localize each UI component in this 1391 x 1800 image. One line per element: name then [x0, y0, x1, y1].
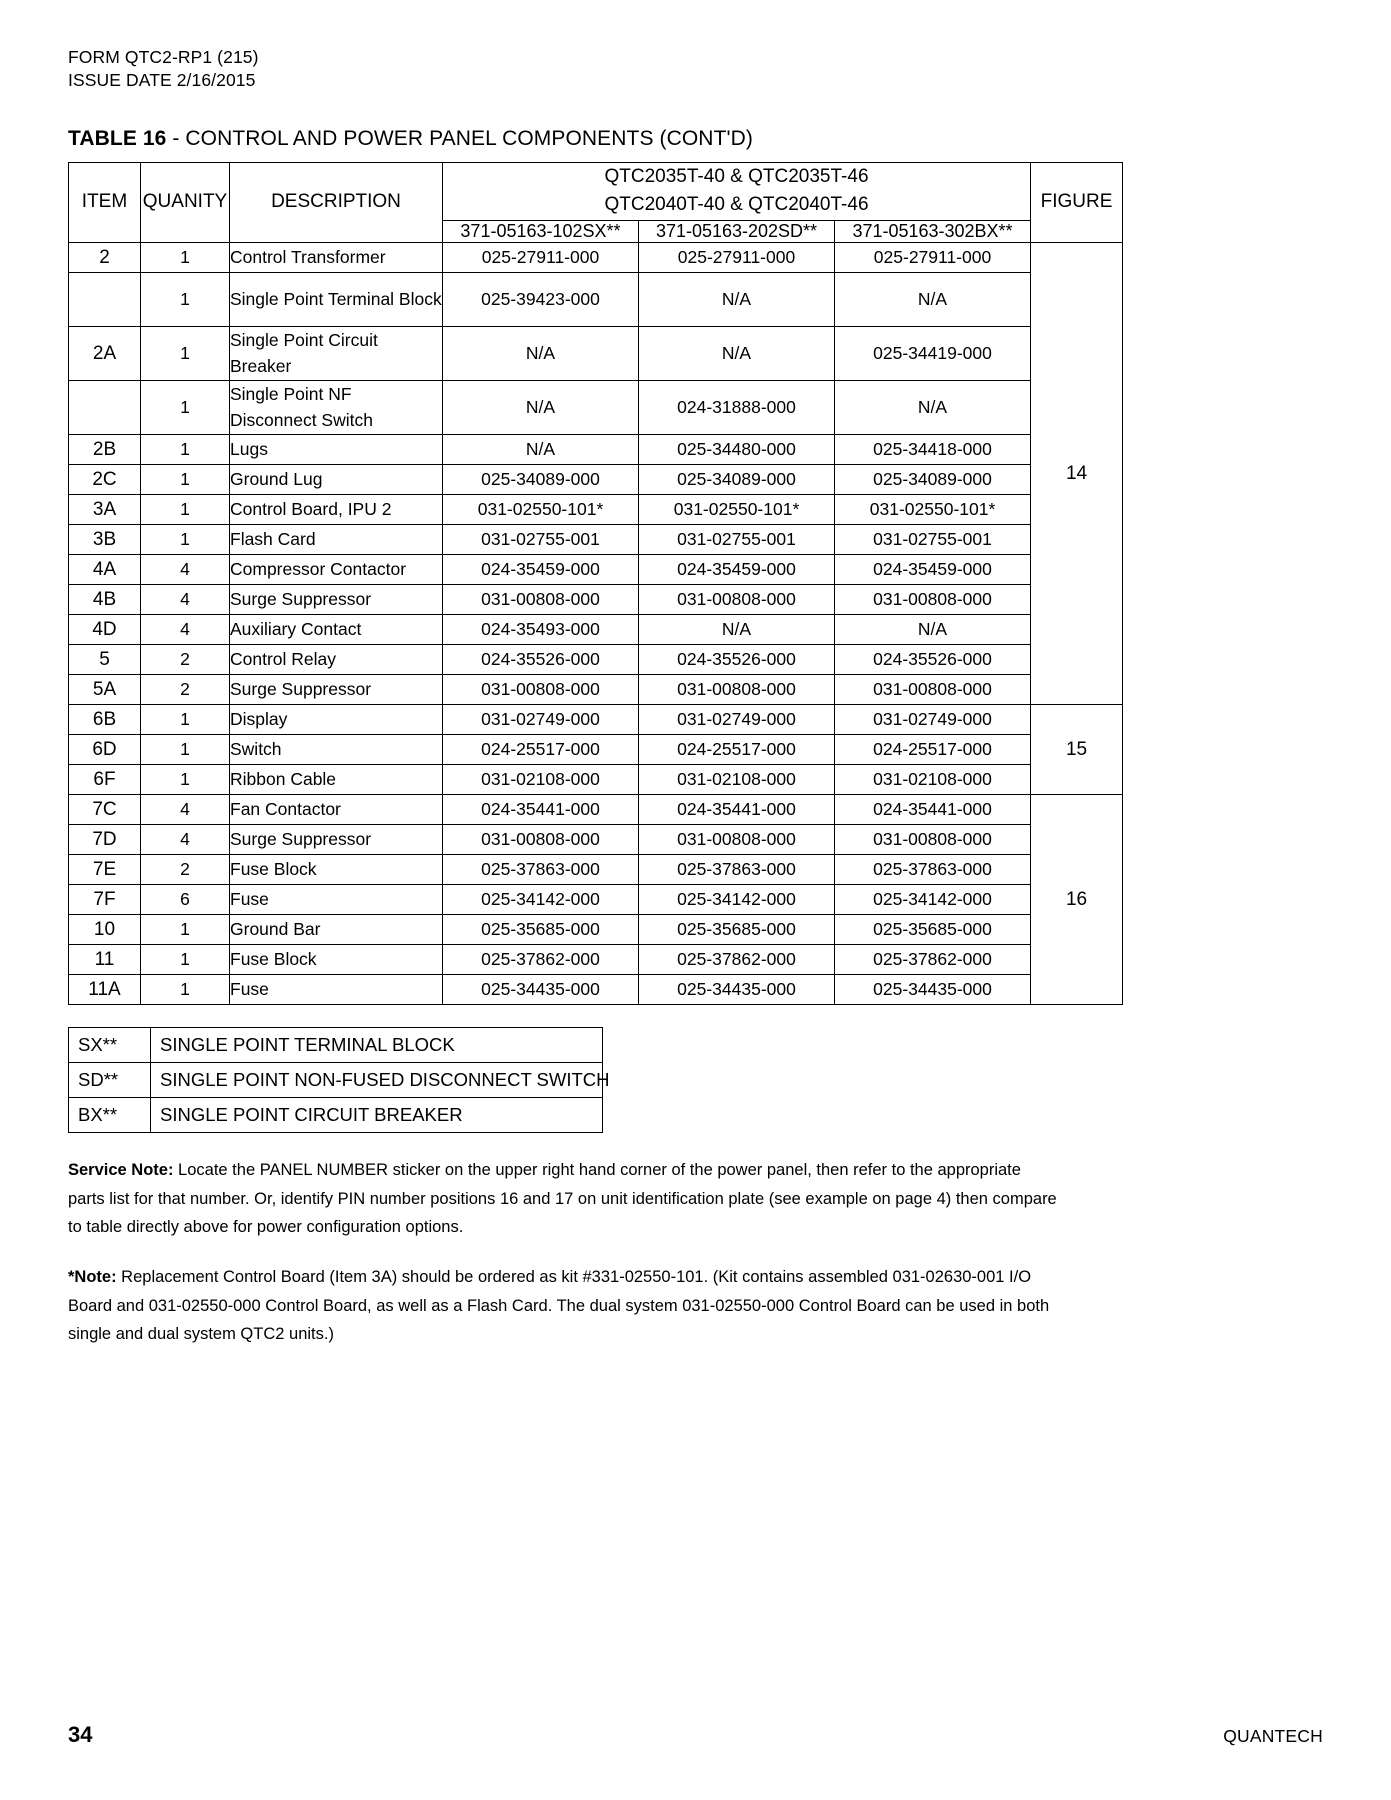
header-description: DESCRIPTION — [230, 162, 443, 243]
cell-item: 11 — [69, 945, 141, 975]
cell-quantity: 1 — [141, 273, 230, 327]
cell-partnumber-bx: 025-34419-000 — [835, 327, 1031, 381]
cell-item: 7D — [69, 825, 141, 855]
cell-partnumber-bx: N/A — [835, 381, 1031, 435]
cell-partnumber-sx: N/A — [443, 327, 639, 381]
cell-quantity: 1 — [141, 735, 230, 765]
service-note-label: Service Note: — [68, 1161, 174, 1180]
cell-quantity: 1 — [141, 765, 230, 795]
cell-partnumber-sx: 025-37863-000 — [443, 855, 639, 885]
cell-partnumber-bx: 025-27911-000 — [835, 243, 1031, 273]
table-caption-number: TABLE 16 — [68, 126, 167, 150]
table-row — [69, 555, 1123, 585]
cell-partnumber-sx: 025-35685-000 — [443, 915, 639, 945]
legend-code: SD** — [69, 1063, 151, 1098]
table-row — [69, 735, 1123, 765]
cell-partnumber-sx: 025-37862-000 — [443, 945, 639, 975]
cell-quantity: 1 — [141, 975, 230, 1005]
page-number: 34 — [68, 1722, 93, 1747]
cell-description: Surge Suppressor — [230, 675, 443, 705]
cell-item: 6B — [69, 705, 141, 735]
cell-partnumber-sd: 025-37863-000 — [639, 855, 835, 885]
cell-partnumber-sx: 031-00808-000 — [443, 585, 639, 615]
cell-partnumber-bx: 031-02755-001 — [835, 525, 1031, 555]
cell-partnumber-bx: 031-00808-000 — [835, 585, 1031, 615]
cell-partnumber-bx: 024-25517-000 — [835, 735, 1031, 765]
cell-quantity: 4 — [141, 825, 230, 855]
table-row — [69, 273, 1123, 327]
issue-date: ISSUE DATE 2/16/2015 — [68, 70, 256, 91]
cell-item — [69, 273, 141, 327]
table-row — [69, 435, 1123, 465]
legend-code: SX** — [69, 1028, 151, 1063]
legend-description: SINGLE POINT CIRCUIT BREAKER — [151, 1098, 603, 1133]
cell-partnumber-bx: 031-02550-101* — [835, 495, 1031, 525]
cell-description: Control Board, IPU 2 — [230, 495, 443, 525]
cell-quantity: 2 — [141, 645, 230, 675]
cell-description: Fan Contactor — [230, 795, 443, 825]
cell-partnumber-sx: 024-35441-000 — [443, 795, 639, 825]
header-models — [443, 162, 1031, 221]
cell-item: 7F — [69, 885, 141, 915]
cell-item: 10 — [69, 915, 141, 945]
table-row — [69, 705, 1123, 735]
cell-partnumber-bx: N/A — [835, 615, 1031, 645]
table-row — [69, 327, 1123, 381]
cell-partnumber-bx: 031-00808-000 — [835, 675, 1031, 705]
cell-item: 6D — [69, 735, 141, 765]
cell-item: 11A — [69, 975, 141, 1005]
cell-item: 2A — [69, 327, 141, 381]
service-note — [68, 1156, 1061, 1241]
table-row — [69, 915, 1123, 945]
legend-row — [69, 1098, 603, 1133]
cell-partnumber-sd: 024-25517-000 — [639, 735, 835, 765]
cell-partnumber-sx: 024-35493-000 — [443, 615, 639, 645]
cell-item: 7C — [69, 795, 141, 825]
cell-partnumber-sd: 024-35526-000 — [639, 645, 835, 675]
cell-description: Single Point Circuit Breaker — [230, 327, 443, 381]
header-models-line2: QTC2040T-40 & QTC2040T-46 — [604, 194, 869, 216]
legend-row — [69, 1063, 603, 1098]
cell-partnumber-bx: 025-35685-000 — [835, 915, 1031, 945]
legend-row — [69, 1028, 603, 1063]
parts-table-head — [69, 162, 1123, 243]
cell-description: Ground Bar — [230, 915, 443, 945]
cell-quantity: 2 — [141, 855, 230, 885]
cell-partnumber-sd: 024-35459-000 — [639, 555, 835, 585]
cell-partnumber-sd: 025-37862-000 — [639, 945, 835, 975]
legend-code: BX** — [69, 1098, 151, 1133]
cell-item: 2 — [69, 243, 141, 273]
cell-quantity: 6 — [141, 885, 230, 915]
legend-table — [68, 1027, 610, 1133]
header-figure: FIGURE — [1031, 162, 1123, 243]
table-row — [69, 765, 1123, 795]
cell-description: Auxiliary Contact — [230, 615, 443, 645]
cell-partnumber-bx: 024-35459-000 — [835, 555, 1031, 585]
cell-quantity: 1 — [141, 915, 230, 945]
cell-description: Fuse — [230, 885, 443, 915]
header-partnumber-bx: 371-05163-302BX** — [835, 221, 1031, 243]
cell-partnumber-sx: 031-02755-001 — [443, 525, 639, 555]
parts-table — [68, 162, 1123, 1006]
cell-quantity: 1 — [141, 435, 230, 465]
table-row — [69, 381, 1123, 435]
cell-description: Flash Card — [230, 525, 443, 555]
cell-partnumber-bx: 025-34089-000 — [835, 465, 1031, 495]
cell-description: Fuse — [230, 975, 443, 1005]
cell-partnumber-bx: 031-00808-000 — [835, 825, 1031, 855]
cell-partnumber-sd: N/A — [639, 327, 835, 381]
cell-partnumber-bx: N/A — [835, 273, 1031, 327]
cell-figure: 16 — [1031, 795, 1123, 1005]
cell-item: 2B — [69, 435, 141, 465]
cell-partnumber-sx: 025-39423-000 — [443, 273, 639, 327]
cell-item: 4B — [69, 585, 141, 615]
cell-partnumber-sx: 025-34089-000 — [443, 465, 639, 495]
cell-partnumber-sx: 025-27911-000 — [443, 243, 639, 273]
cell-partnumber-sd: 031-02550-101* — [639, 495, 835, 525]
cell-quantity: 4 — [141, 615, 230, 645]
cell-partnumber-sd: 025-34089-000 — [639, 465, 835, 495]
form-number: FORM QTC2-RP1 (215) — [68, 47, 259, 67]
page-footer — [68, 1722, 1323, 1748]
cell-partnumber-sd: 024-35441-000 — [639, 795, 835, 825]
cell-partnumber-sd: 025-34435-000 — [639, 975, 835, 1005]
header-item: ITEM — [69, 162, 141, 243]
cell-item: 4A — [69, 555, 141, 585]
table-row — [69, 675, 1123, 705]
cell-item: 5A — [69, 675, 141, 705]
cell-partnumber-sd: 025-34480-000 — [639, 435, 835, 465]
table-row — [69, 525, 1123, 555]
cell-partnumber-sx: 024-35459-000 — [443, 555, 639, 585]
cell-partnumber-sd: N/A — [639, 615, 835, 645]
cell-quantity: 1 — [141, 465, 230, 495]
cell-figure: 15 — [1031, 705, 1123, 795]
table-row — [69, 495, 1123, 525]
cell-partnumber-sd: 031-00808-000 — [639, 825, 835, 855]
cell-description: Ground Lug — [230, 465, 443, 495]
cell-partnumber-sd: 031-00808-000 — [639, 675, 835, 705]
cell-description: Fuse Block — [230, 945, 443, 975]
cell-item: 3A — [69, 495, 141, 525]
header-quantity: QUANITY — [141, 162, 230, 243]
cell-partnumber-sd: N/A — [639, 273, 835, 327]
cell-partnumber-bx: 024-35526-000 — [835, 645, 1031, 675]
table-row — [69, 855, 1123, 885]
table-row — [69, 975, 1123, 1005]
cell-item: 2C — [69, 465, 141, 495]
cell-description: Ribbon Cable — [230, 765, 443, 795]
cell-description: Control Transformer — [230, 243, 443, 273]
cell-figure: 14 — [1031, 243, 1123, 705]
header-partnumber-sd: 371-05163-202SD** — [639, 221, 835, 243]
cell-item: 7E — [69, 855, 141, 885]
cell-description: Single Point Terminal Block — [230, 273, 443, 327]
document-header — [68, 46, 1323, 93]
cell-quantity: 1 — [141, 495, 230, 525]
star-note — [68, 1263, 1061, 1348]
cell-quantity: 1 — [141, 525, 230, 555]
table-row — [69, 465, 1123, 495]
table-row — [69, 243, 1123, 273]
cell-quantity: 4 — [141, 555, 230, 585]
legend-table-body — [69, 1028, 610, 1133]
table-row — [69, 585, 1123, 615]
legend-description: SINGLE POINT NON-FUSED DISCONNECT SWITCH — [151, 1063, 603, 1098]
cell-description: Single Point NF Disconnect Switch — [230, 381, 443, 435]
table-header-row-1 — [69, 162, 1123, 221]
cell-partnumber-sd: 031-02749-000 — [639, 705, 835, 735]
header-partnumber-sx: 371-05163-102SX** — [443, 221, 639, 243]
cell-quantity: 1 — [141, 243, 230, 273]
service-note-text: Locate the PANEL NUMBER sticker on the upper right hand corner of the power panel, then refer to the appropriate parts list for that number. Or, identify PIN number positions 16 and 17 on unit identification plate (see example on page 4) then compare to table directly above for power configuration options. — [68, 1161, 1057, 1237]
cell-quantity: 1 — [141, 945, 230, 975]
cell-description: Switch — [230, 735, 443, 765]
cell-partnumber-sx: 025-34142-000 — [443, 885, 639, 915]
cell-description: Compressor Contactor — [230, 555, 443, 585]
cell-partnumber-sd: 031-00808-000 — [639, 585, 835, 615]
cell-quantity: 4 — [141, 795, 230, 825]
cell-partnumber-sx: N/A — [443, 381, 639, 435]
cell-description: Fuse Block — [230, 855, 443, 885]
cell-quantity: 4 — [141, 585, 230, 615]
table-caption-title: - CONTROL AND POWER PANEL COMPONENTS (CONT'D) — [166, 126, 753, 150]
table-row — [69, 645, 1123, 675]
cell-partnumber-sx: N/A — [443, 435, 639, 465]
star-note-label: *Note: — [68, 1268, 117, 1287]
cell-partnumber-sd: 025-34142-000 — [639, 885, 835, 915]
cell-partnumber-sd: 024-31888-000 — [639, 381, 835, 435]
cell-description: Control Relay — [230, 645, 443, 675]
cell-partnumber-sd: 031-02108-000 — [639, 765, 835, 795]
cell-item: 4D — [69, 615, 141, 645]
cell-quantity: 1 — [141, 381, 230, 435]
cell-item: 6F — [69, 765, 141, 795]
cell-quantity: 1 — [141, 705, 230, 735]
table-row — [69, 885, 1123, 915]
header-models-line1: QTC2035T-40 & QTC2035T-46 — [604, 165, 869, 187]
cell-partnumber-bx: 031-02108-000 — [835, 765, 1031, 795]
cell-description: Display — [230, 705, 443, 735]
cell-item: 3B — [69, 525, 141, 555]
cell-description: Surge Suppressor — [230, 585, 443, 615]
cell-description: Lugs — [230, 435, 443, 465]
cell-item — [69, 381, 141, 435]
cell-partnumber-sx: 031-00808-000 — [443, 825, 639, 855]
cell-description: Surge Suppressor — [230, 825, 443, 855]
star-note-text: Replacement Control Board (Item 3A) should be ordered as kit #331-02550-101. (Kit contains assembled 031-02630-001 I/O Board and 031-02550-000 Control Board, as well as a Flash Card. The dual system 031-02550-000 Control Board can be used in both single and dual system QTC2 units.) — [68, 1268, 1050, 1344]
table-row — [69, 615, 1123, 645]
table-row — [69, 945, 1123, 975]
cell-partnumber-bx: 025-34418-000 — [835, 435, 1031, 465]
table-row — [69, 795, 1123, 825]
cell-partnumber-bx: 025-34435-000 — [835, 975, 1031, 1005]
cell-partnumber-sx: 025-34435-000 — [443, 975, 639, 1005]
legend-description: SINGLE POINT TERMINAL BLOCK — [151, 1028, 603, 1063]
cell-partnumber-sx: 031-00808-000 — [443, 675, 639, 705]
cell-partnumber-bx: 024-35441-000 — [835, 795, 1031, 825]
cell-quantity: 1 — [141, 327, 230, 381]
cell-partnumber-sx: 031-02108-000 — [443, 765, 639, 795]
cell-partnumber-sd: 031-02755-001 — [639, 525, 835, 555]
parts-table-body — [69, 243, 1123, 1005]
cell-partnumber-sx: 031-02749-000 — [443, 705, 639, 735]
table-caption — [68, 127, 1323, 151]
cell-partnumber-bx: 025-34142-000 — [835, 885, 1031, 915]
cell-partnumber-bx: 031-02749-000 — [835, 705, 1031, 735]
brand-name: QUANTECH — [1223, 1726, 1323, 1746]
cell-partnumber-sx: 024-35526-000 — [443, 645, 639, 675]
cell-partnumber-bx: 025-37863-000 — [835, 855, 1031, 885]
cell-quantity: 2 — [141, 675, 230, 705]
cell-partnumber-sd: 025-35685-000 — [639, 915, 835, 945]
table-row — [69, 825, 1123, 855]
cell-partnumber-sx: 024-25517-000 — [443, 735, 639, 765]
cell-partnumber-sx: 031-02550-101* — [443, 495, 639, 525]
cell-partnumber-sd: 025-27911-000 — [639, 243, 835, 273]
cell-partnumber-bx: 025-37862-000 — [835, 945, 1031, 975]
cell-item: 5 — [69, 645, 141, 675]
